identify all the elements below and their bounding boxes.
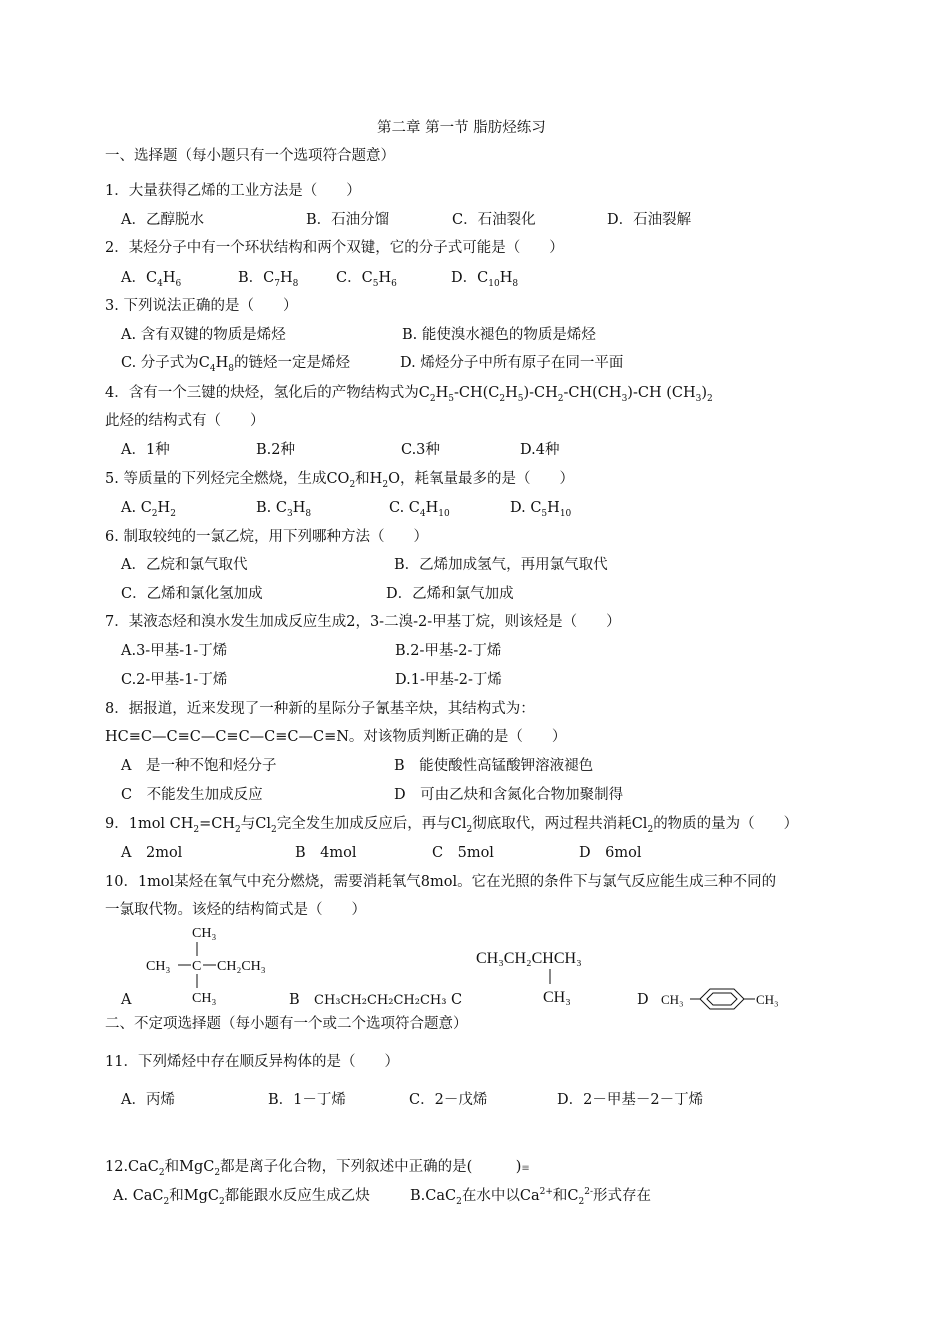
question-7-option-a: A.3-甲基-1-丁烯 — [121, 643, 228, 659]
question-3-stem: 3. 下列说法正确的是（ ） — [105, 298, 298, 314]
question-5-option-d: D. $C_5H_{10}$ — [510, 500, 572, 519]
question-2-option-b: B．$C_7H_8$ — [238, 270, 299, 289]
question-9-stem: 9．1mol $CH_2=CH_2$与$Cl_2$完全发生加成反应后，再与$Cl_2$彻底取代，两过程共消耗$Cl_2$的物质的量为（ ） — [105, 816, 799, 835]
question-1-option-a: A．乙醇脱水 — [121, 212, 204, 228]
question-10-option-d-label: D — [637, 992, 649, 1008]
question-10-stem: 10．1mol某烃在氧气中充分燃烧，需要消耗氧气8mol。它在光照的条件下与氯气反应能生成三种不同的 — [105, 874, 777, 890]
question-5-option-b: B. $C_3H_8$ — [256, 500, 312, 519]
question-11-option-b: B．1－丁烯 — [268, 1092, 346, 1108]
question-5-option-a: A. $C_2H_2$ — [121, 500, 176, 519]
question-4-product-formula: $C_2H_5-CH(C_2H_5)-CH_2-CH(CH_3)-CH$ $(CH_3)_2$ — [418, 385, 713, 404]
question-6-option-b: B．乙烯加成氢气，再用氯气取代 — [394, 557, 608, 573]
question-4-stem — [105, 383, 713, 403]
question-8-option-d: D 可由乙炔和含氮化合物加聚制得 — [394, 787, 624, 803]
section-1-heading: 一、选择题（每小题只有一个选项符合题意） — [105, 148, 395, 164]
structure-c-branch-ch3: CH₃ — [543, 989, 571, 1006]
question-5-stem-suffix: ，耗氧量最多的是（ ） — [399, 471, 574, 487]
question-2-option-c: C．$C_5H_6$ — [336, 270, 397, 289]
question-4-option-a: A．1种 — [121, 442, 170, 458]
question-6-stem: 6. 制取较纯的一氯乙烷，用下列哪种方法（ ） — [105, 529, 428, 545]
structure-c-main-chain: CH₃CH₂CHCH₃ — [476, 950, 582, 967]
question-3-option-d: D. 烯烃分子中所有原子在同一平面 — [400, 355, 624, 371]
structure-d-right-ch3: CH₃ — [756, 992, 779, 1007]
question-6-option-c: C．乙烯和氯化氢加成 — [121, 586, 263, 602]
question-7-stem: 7．某液态烃和溴水发生加成反应生成2，3-二溴-2-甲基丁烷，则该烃是（ ） — [105, 614, 621, 630]
question-3-option-b: B. 能使溴水褪色的物质是烯烃 — [402, 327, 596, 343]
question-2-stem: 2．某烃分子中有一个环状结构和两个双键，它的分子式可能是（ ） — [105, 240, 564, 256]
question-4-stem-line-2: 此烃的结构式有（ ） — [105, 413, 265, 429]
paragraph-mark: ≡ — [521, 1163, 530, 1174]
structure-a-bottom-ch3: CH₃ — [192, 991, 217, 1006]
question-1-stem: 1．大量获得乙烯的工业方法是（ ） — [105, 183, 361, 199]
question-1-option-c: C．石油裂化 — [452, 212, 536, 228]
question-12-stem-suffix: 都是离子化合物，下列叙述中正确的是( ) — [220, 1159, 522, 1175]
question-1-option-b: B．石油分馏 — [306, 212, 390, 228]
structure-a-central-carbon: C — [192, 959, 202, 974]
structure-a-right-ch2ch3: CH₂CH₃ — [217, 959, 266, 974]
question-4-stem-prefix: 4．含有一个三键的炔烃，氢化后的产物结构式为 — [105, 385, 419, 401]
question-10-structure-c — [472, 940, 612, 1010]
question-12-stem: 12.CaC$_2$和MgC$_2$都是离子化合物，下列叙述中正确的是( )≡ — [105, 1159, 530, 1178]
question-3-option-c: C. 分子式为$C_4H_8$的链烃一定是烯烃 — [121, 355, 351, 374]
question-2-option-d: D．$C_{10}H_8$ — [451, 270, 519, 289]
question-6-option-a: A．乙烷和氯气取代 — [121, 557, 248, 573]
question-11-option-a: A．丙烯 — [121, 1092, 175, 1108]
question-4-option-d: D.4种 — [520, 442, 560, 458]
page-title: 第二章 第一节 脂肪烃练习 — [377, 120, 546, 136]
structure-a-top-ch3: CH₃ — [192, 926, 217, 941]
question-10-option-b-label: B — [289, 992, 300, 1008]
question-5-option-c: C. $C_4H_{10}$ — [389, 500, 450, 519]
section-2-heading: 二、不定项选择题（每小题有一个或二个选项符合题意） — [105, 1016, 468, 1032]
question-10-structure-a — [140, 918, 290, 1010]
question-6-option-d: D．乙烯和氯气加成 — [386, 586, 514, 602]
question-9-option-b: B 4mol — [295, 845, 357, 861]
question-7-option-c: C.2-甲基-1-丁烯 — [121, 672, 228, 688]
question-11-stem: 11．下列烯烃中存在顺反异构体的是（ ） — [105, 1054, 399, 1070]
question-8-option-b: B 能使酸性高锰酸钾溶液褪色 — [394, 758, 594, 774]
question-10-stem-line-2: 一氯取代物。该烃的结构简式是（ ） — [105, 902, 366, 918]
question-9-option-d: D 6mol — [579, 845, 642, 861]
structure-d-ring-inner — [707, 993, 737, 1005]
question-3-option-a: A. 含有双键的物质是烯烃 — [121, 327, 286, 343]
question-4-option-c: C.3种 — [401, 442, 440, 458]
question-11-option-c: C．2－戊烯 — [409, 1092, 488, 1108]
question-9-option-c: C 5mol — [432, 845, 494, 861]
structure-a-left-ch3: CH₃ — [146, 959, 171, 974]
question-7-option-b: B.2-甲基-2-丁烯 — [395, 643, 502, 659]
question-10-option-c-label: C — [451, 992, 463, 1008]
question-10-structure-d — [658, 982, 788, 1016]
structure-d-left-ch3: CH₃ — [661, 992, 684, 1007]
question-8-stem: 8．据报道，近来发现了一种新的星际分子氰基辛炔，其结构式为： — [105, 701, 535, 717]
question-12-option-a: A. CaC$_2$和MgC$_2$都能跟水反应生成乙炔 — [113, 1188, 370, 1207]
question-9-option-a: A 2mol — [121, 845, 183, 861]
question-7-option-d: D.1-甲基-2-丁烯 — [395, 672, 502, 688]
question-12-option-b: B.CaC$_2$在水中以$Ca^{2+}$和$C_2^{2-}$形式存在 — [410, 1187, 651, 1207]
question-4-option-b: B.2种 — [256, 442, 295, 458]
question-10-option-a-label: A — [121, 992, 132, 1008]
question-2-option-a: A．$C_4H_6$ — [121, 270, 182, 289]
question-1-option-d: D．石油裂解 — [607, 212, 692, 228]
question-10-option-b-formula: CH₃CH₂CH₂CH₂CH₃ — [314, 993, 447, 1008]
question-11-option-d: D．2－甲基－2－丁烯 — [557, 1092, 704, 1108]
question-8-option-a: A 是一种不饱和烃分子 — [121, 758, 277, 774]
question-8-stem-line-2: HC≡C—C≡C—C≡C—C≡C—C≡N。对该物质判断正确的是（ ） — [105, 729, 567, 745]
question-8-option-c: C 不能发生加成反应 — [121, 787, 263, 803]
question-5-stem: 5. 等质量的下列烃完全燃烧，生成$CO_2$和$H_2O$，耗氧量最多的是（ ） — [105, 471, 574, 490]
